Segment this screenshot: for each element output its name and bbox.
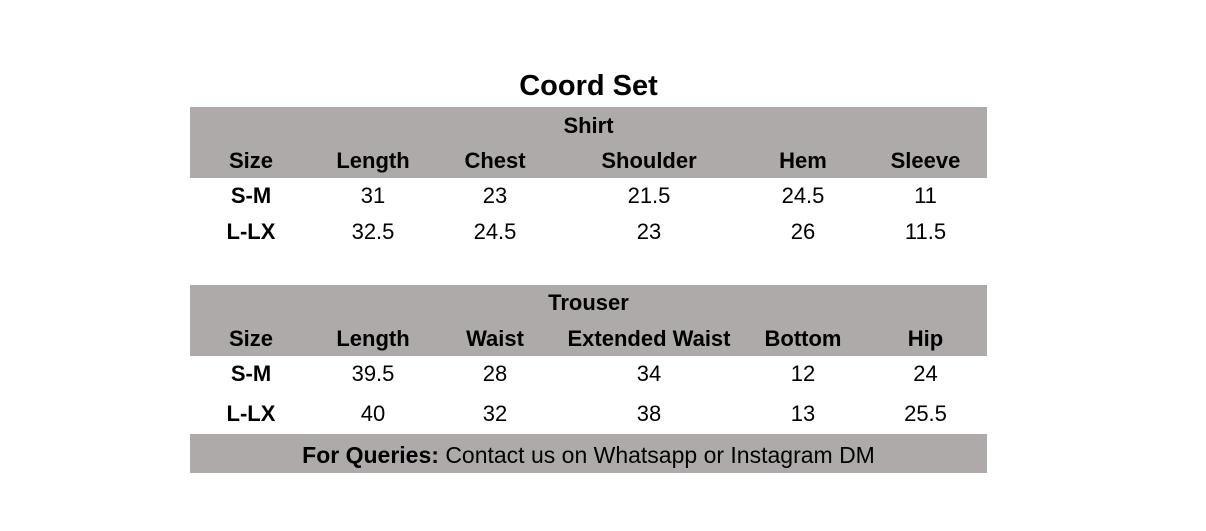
column-header: Length (336, 326, 410, 351)
queries-text: Contact us on Whatsapp or Instagram DM (445, 442, 875, 468)
column-header: Hem (779, 148, 827, 173)
table-cell: 24.5 (473, 219, 517, 244)
column-header: Hip (907, 326, 944, 351)
shirt-column-headers (190, 143, 987, 179)
table-row (190, 356, 987, 392)
size-cell: L-LX (226, 401, 276, 426)
table-cell: 24.5 (781, 183, 825, 208)
table-cell: 11 (914, 183, 937, 208)
table-cell: 28 (482, 361, 508, 386)
size-cell: S-M (230, 183, 272, 208)
column-header: Waist (466, 326, 524, 351)
shirt-heading: Shirt (563, 113, 614, 138)
table-row (190, 214, 987, 250)
table-cell: 38 (636, 401, 662, 426)
table-cell: 26 (790, 219, 816, 244)
queries-footer (190, 434, 987, 473)
column-header: Chest (464, 148, 526, 173)
trouser-heading: Trouser (548, 290, 629, 315)
size-cell: S-M (230, 361, 272, 386)
table-cell: 31 (360, 183, 386, 208)
column-header: Length (336, 148, 410, 173)
table-cell: 40 (360, 401, 386, 426)
table-cell: 21.5 (627, 183, 671, 208)
column-header: Size (228, 148, 274, 173)
column-header: Sleeve (890, 148, 961, 173)
size-cell: L-LX (226, 219, 276, 244)
table-cell: 34 (636, 361, 662, 386)
column-header: Shoulder (601, 148, 697, 173)
table-cell: 23 (636, 219, 662, 244)
page-title: Coord Set (519, 70, 658, 102)
table-cell: 32 (482, 401, 508, 426)
column-header: Size (228, 326, 274, 351)
table-cell: 25.5 (904, 401, 947, 426)
queries-label: For Queries: (302, 442, 439, 468)
table-cell: 32.5 (351, 219, 395, 244)
table-row (190, 178, 987, 214)
column-header: Bottom (764, 326, 842, 351)
trouser-column-headers (190, 321, 987, 357)
table-cell: 13 (790, 401, 816, 426)
table-cell: 24 (913, 361, 938, 386)
table-cell: 12 (790, 361, 816, 386)
table-cell: 23 (482, 183, 508, 208)
table-cell: 39.5 (351, 361, 395, 386)
column-header: Extended Waist (567, 326, 731, 351)
table-cell: 11.5 (904, 219, 947, 244)
table-row (190, 396, 987, 432)
